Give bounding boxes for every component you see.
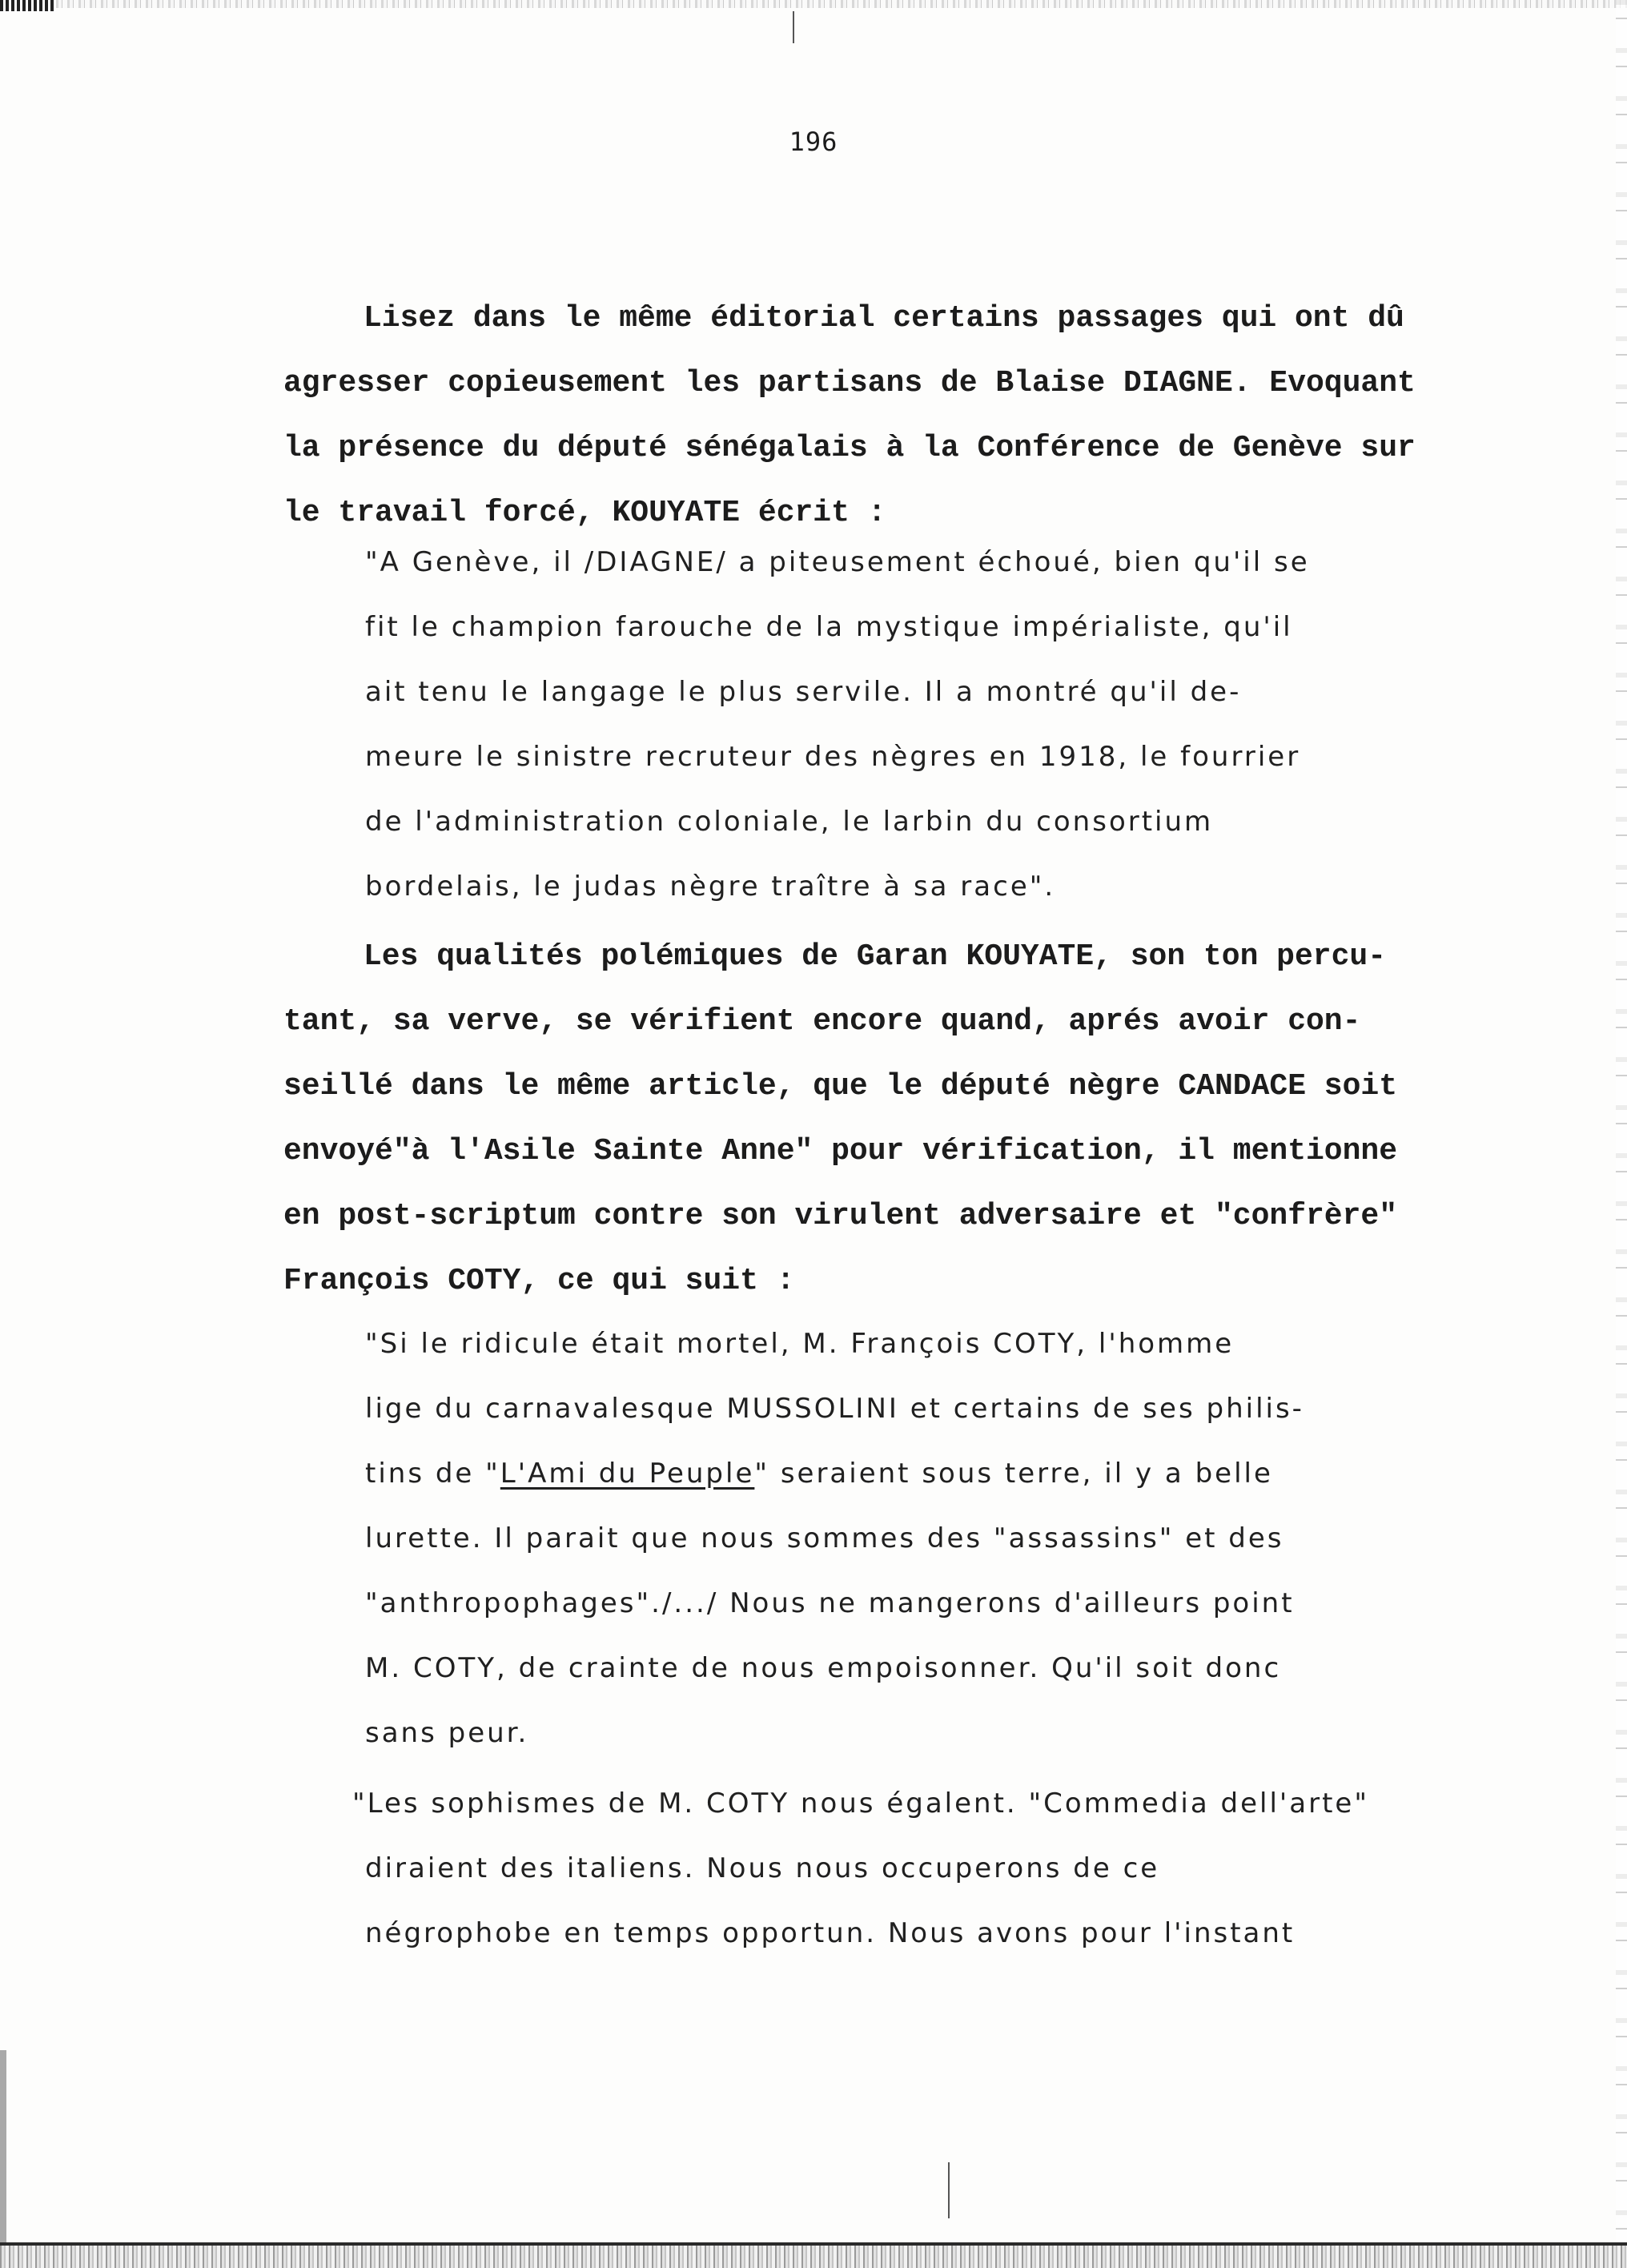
quote-line: sans peur. bbox=[365, 1717, 529, 1749]
quote-line: ait tenu le langage le plus servile. Il a montré qu'il de- bbox=[365, 676, 1242, 708]
quote-line: bordelais, le judas nègre traître à sa race". bbox=[365, 871, 1056, 903]
quote-diagne bbox=[365, 530, 1550, 919]
quote-line bbox=[365, 1442, 1550, 1506]
quote-line: "Si le ridicule était mortel, M. François COTY, l'homme bbox=[365, 1328, 1235, 1360]
quote-text: " seraient sous terre, il y a belle bbox=[754, 1458, 1273, 1490]
quote-line: meure le sinistre recruteur des nègres en 1918, le fourrier bbox=[365, 741, 1301, 773]
page-number: 196 bbox=[789, 127, 838, 157]
newspaper-title: L'Ami du Peuple bbox=[500, 1458, 755, 1490]
quote-line: M. COTY, de crainte de nous empoisonner. Qu'il soit donc bbox=[365, 1652, 1282, 1684]
text-line: en post-scriptum contre son virulent adversaire et "confrère" bbox=[283, 1199, 1398, 1233]
quote-line: lurette. Il parait que nous sommes des "assassins" et des bbox=[365, 1522, 1284, 1554]
quote-coty bbox=[365, 1312, 1550, 1766]
scan-edge-bottom bbox=[0, 2246, 1627, 2268]
text-line: agresser copieusement les partisans de Blaise DIAGNE. Evoquant bbox=[283, 366, 1416, 400]
quote-text: tins de " bbox=[365, 1458, 500, 1490]
scan-edge-right bbox=[1616, 0, 1627, 2242]
text-line: François COTY, ce qui suit : bbox=[283, 1264, 795, 1298]
text-line: Lisez dans le même éditorial certains passages qui ont dû bbox=[364, 301, 1404, 336]
scan-tick-top bbox=[793, 11, 794, 43]
quote-line: "Les sophismes de M. COTY nous égalent. "Commedia dell'arte" bbox=[352, 1787, 1369, 1820]
quote-line: fit le champion farouche de la mystique impérialiste, qu'il bbox=[365, 611, 1293, 643]
quote-line: de l'administration coloniale, le larbin du consortium bbox=[365, 806, 1214, 838]
text-line: tant, sa verve, se vérifient encore quand, aprés avoir con- bbox=[283, 1004, 1361, 1039]
text-line: la présence du député sénégalais à la Conférence de Genève sur bbox=[283, 431, 1416, 465]
text-line: seillé dans le même article, que le député nègre CANDACE soit bbox=[283, 1069, 1398, 1104]
scan-edge-left bbox=[0, 2050, 6, 2242]
quote-line: "A Genève, il /DIAGNE/ a piteusement échoué, bien qu'il se bbox=[365, 546, 1310, 578]
quote-line: "anthropophages"./.../ Nous ne mangerons d'ailleurs point bbox=[365, 1587, 1295, 1619]
quote-line: négrophobe en temps opportun. Nous avons pour l'instant bbox=[365, 1917, 1296, 1949]
scan-mark-top-left bbox=[0, 0, 56, 11]
quote-sophismes bbox=[352, 1771, 1553, 1966]
text-line: le travail forcé, KOUYATE écrit : bbox=[283, 496, 886, 530]
paragraph-intro bbox=[283, 286, 1526, 545]
quote-line: diraient des italiens. Nous nous occuperons de ce bbox=[365, 1852, 1160, 1884]
scan-tick-bottom bbox=[948, 2162, 950, 2218]
text-line: envoyé"à l'Asile Sainte Anne" pour vérification, il mentionne bbox=[283, 1134, 1398, 1168]
paragraph-polemic bbox=[283, 924, 1526, 1313]
quote-line: lige du carnavalesque MUSSOLINI et certains de ses philis- bbox=[365, 1393, 1304, 1425]
scan-edge-top bbox=[0, 0, 1627, 8]
text-line: Les qualités polémiques de Garan KOUYATE, son ton percu- bbox=[364, 939, 1387, 974]
